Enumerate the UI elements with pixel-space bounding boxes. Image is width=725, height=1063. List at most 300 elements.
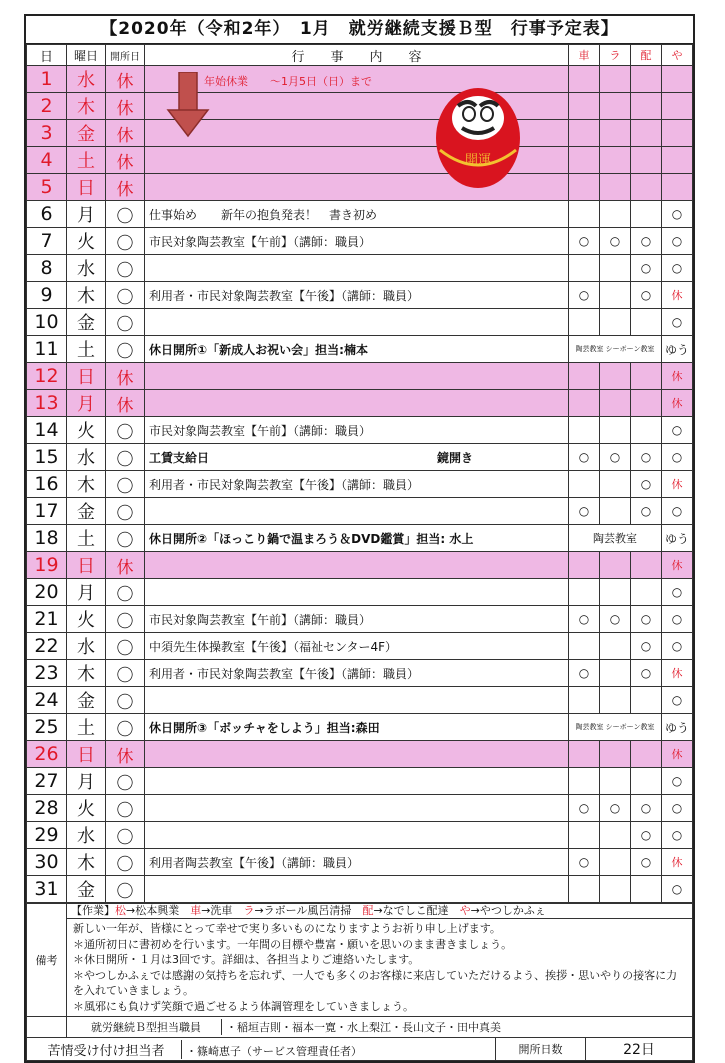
work-ra (600, 498, 631, 525)
day-number: 30 (27, 849, 67, 876)
calendar-row (27, 876, 693, 903)
legend-text: →洗車 (201, 904, 244, 917)
work-ra (600, 201, 631, 228)
day-number: 14 (27, 417, 67, 444)
work-car (569, 174, 600, 201)
calendar-row (27, 741, 693, 768)
work-car (569, 120, 600, 147)
open-status: 〇 (106, 282, 145, 309)
work-ra: ○ (600, 228, 631, 255)
open-status: 〇 (106, 822, 145, 849)
event-text (145, 687, 569, 714)
day-number: 18 (27, 525, 67, 552)
work-car (569, 66, 600, 93)
note-line: ＊休日開所・１月は3回です。詳細は、各担当よりご連絡いたします。 (73, 953, 420, 966)
complaint-name: ・篠崎恵子（サービス管理責任者） (186, 1044, 362, 1058)
open-status: 〇 (106, 255, 145, 282)
work-delivery: ○ (631, 471, 662, 498)
weekday: 金 (67, 498, 106, 525)
calendar-row (27, 687, 693, 714)
work-ya: 休 (662, 660, 693, 687)
event-text (145, 309, 569, 336)
weekday: 日 (67, 174, 106, 201)
work-car: ○ (569, 795, 600, 822)
calendar-row (27, 714, 693, 741)
open-status: 〇 (106, 444, 145, 471)
work-delivery: ○ (631, 660, 662, 687)
schedule-sheet (24, 14, 695, 1063)
legend-text: →やつしかふぇ (470, 904, 546, 917)
weekday: 金 (67, 687, 106, 714)
day-number: 17 (27, 498, 67, 525)
legend-key: ラ (243, 904, 255, 917)
work-ra (600, 66, 631, 93)
daruma-text: 開運 (464, 153, 492, 168)
legend-text: →松本興業 (126, 904, 191, 917)
day-number: 3 (27, 120, 67, 147)
legend-text: →なでしこ配達 (373, 904, 460, 917)
work-ra (600, 255, 631, 282)
work-ra (600, 390, 631, 417)
weekday: 日 (67, 363, 106, 390)
calendar-row (27, 822, 693, 849)
header-day: 日 (27, 45, 67, 66)
work-delivery (631, 363, 662, 390)
work-span: 陶芸教室 シーボーン教室 (569, 336, 662, 363)
open-status: 休 (106, 390, 145, 417)
event-text: 市民対象陶芸教室【午前】（講師：職員） (145, 606, 569, 633)
work-ra (600, 660, 631, 687)
weekday: 火 (67, 417, 106, 444)
weekday: 木 (67, 471, 106, 498)
open-status: 〇 (106, 714, 145, 741)
work-car (569, 741, 600, 768)
work-car (569, 876, 600, 903)
work-ya (662, 147, 693, 174)
day-number: 9 (27, 282, 67, 309)
weekday: 月 (67, 390, 106, 417)
open-days-value: 22日 (585, 1038, 692, 1061)
calendar-row (27, 120, 693, 147)
open-status: 〇 (106, 768, 145, 795)
work-delivery (631, 768, 662, 795)
work-ya: ○ (662, 444, 693, 471)
work-ra (600, 822, 631, 849)
weekday: 金 (67, 120, 106, 147)
day-number: 5 (27, 174, 67, 201)
work-car: ○ (569, 444, 600, 471)
weekday: 月 (67, 768, 106, 795)
open-status: 休 (106, 93, 145, 120)
calendar-row (27, 174, 693, 201)
event-text: 休日開所①「新成人お祝い会」担当:楠本 (145, 336, 569, 363)
work-ya: 休 (662, 390, 693, 417)
work-ra (600, 876, 631, 903)
calendar-row (27, 849, 693, 876)
day-number: 16 (27, 471, 67, 498)
event-text (145, 822, 569, 849)
event-text: 利用者・市民対象陶芸教室【午後】（講師：職員） (145, 471, 569, 498)
work-ra (600, 147, 631, 174)
event-text: 仕事始め 新年の抱負発表！ 書き初め (145, 201, 569, 228)
calendar-row (27, 795, 693, 822)
work-delivery: ○ (631, 498, 662, 525)
legend-key: 松 (115, 904, 126, 917)
weekday: 月 (67, 201, 106, 228)
work-car (569, 471, 600, 498)
note-line: ＊風邪にも負けず笑顔で過ごせるよう体調管理をしていきましょう。 (73, 999, 414, 1013)
open-status: 休 (106, 66, 145, 93)
work-ya: ○ (662, 822, 693, 849)
work-delivery: ○ (631, 606, 662, 633)
work-ra (600, 282, 631, 309)
day-number: 15 (27, 444, 67, 471)
event-text (145, 363, 569, 390)
daruma-icon (432, 80, 524, 190)
open-status: 〇 (106, 876, 145, 903)
complaint-row (27, 1038, 496, 1061)
calendar-row (27, 471, 693, 498)
work-car (569, 255, 600, 282)
work-delivery (631, 390, 662, 417)
work-ra (600, 768, 631, 795)
weekday: 金 (67, 876, 106, 903)
note-line: ＊通所初日に書初めを行います。一年間の目標や豊富・願いを思いのまま書きましょう。 (73, 937, 513, 951)
event-text: 利用者・市民対象陶芸教室【午後】（講師：職員） (145, 282, 569, 309)
day-number: 20 (27, 579, 67, 606)
weekday: 木 (67, 660, 106, 687)
legend-text: →ラボール風呂清掃 (254, 904, 363, 917)
work-car (569, 201, 600, 228)
work-ya: ○ (662, 633, 693, 660)
work-delivery (631, 66, 662, 93)
weekday: 水 (67, 66, 106, 93)
open-status: 休 (106, 741, 145, 768)
day-number: 8 (27, 255, 67, 282)
day-number: 19 (27, 552, 67, 579)
work-delivery (631, 93, 662, 120)
day-number: 1 (27, 66, 67, 93)
weekday: 水 (67, 822, 106, 849)
work-delivery (631, 147, 662, 174)
work-car (569, 417, 600, 444)
open-status: 休 (106, 174, 145, 201)
work-ra: ○ (600, 606, 631, 633)
weekday: 日 (67, 552, 106, 579)
day-number: 23 (27, 660, 67, 687)
work-car: ○ (569, 606, 600, 633)
event-text: 利用者・市民対象陶芸教室【午後】（講師：職員） (145, 660, 569, 687)
open-status: 〇 (106, 579, 145, 606)
event-text: 利用者陶芸教室【午後】（講師：職員） (145, 849, 569, 876)
weekday: 土 (67, 336, 106, 363)
event-text: 市民対象陶芸教室【午前】（講師：職員） (145, 417, 569, 444)
event-text (145, 768, 569, 795)
calendar-row (27, 282, 693, 309)
day-number: 22 (27, 633, 67, 660)
calendar-row (27, 498, 693, 525)
work-ya: ○ (662, 876, 693, 903)
weekday: 木 (67, 849, 106, 876)
work-ya (662, 174, 693, 201)
work-car: ○ (569, 849, 600, 876)
day-number: 2 (27, 93, 67, 120)
work-ya: ○ (662, 228, 693, 255)
work-ya: 休 (662, 849, 693, 876)
day-number: 25 (27, 714, 67, 741)
work-ya (662, 93, 693, 120)
event-text: 休日開所③「ボッチャをしよう」担当:森田 (145, 714, 569, 741)
work-ra (600, 471, 631, 498)
weekday: 水 (67, 444, 106, 471)
work-delivery (631, 120, 662, 147)
work-ya: ○ (662, 255, 693, 282)
work-ya: ゆう (662, 336, 693, 363)
calendar-row (27, 363, 693, 390)
day-number: 29 (27, 822, 67, 849)
work-delivery (631, 417, 662, 444)
open-status: 〇 (106, 471, 145, 498)
work-ya: 休 (662, 741, 693, 768)
open-status: 休 (106, 120, 145, 147)
work-car (569, 93, 600, 120)
staff-label: 就労継続Ｂ型担当職員 (71, 1019, 222, 1035)
event-text (145, 255, 569, 282)
work-car (569, 363, 600, 390)
day-number: 28 (27, 795, 67, 822)
work-delivery (631, 579, 662, 606)
work-ya: ○ (662, 687, 693, 714)
calendar-row (27, 633, 693, 660)
work-car: ○ (569, 498, 600, 525)
weekday: 水 (67, 633, 106, 660)
open-status: 〇 (106, 336, 145, 363)
work-ra (600, 849, 631, 876)
staff-names: ・稲垣吉則・福本一寛・水上梨江・長山文子・田中真美 (226, 1021, 501, 1034)
header-car: 車 (569, 45, 600, 66)
day-number: 11 (27, 336, 67, 363)
open-status: 〇 (106, 498, 145, 525)
work-delivery: ○ (631, 282, 662, 309)
calendar-row (27, 228, 693, 255)
weekday: 木 (67, 282, 106, 309)
event-text: 工賃支給日 鏡開き (145, 444, 569, 471)
weekday: 水 (67, 255, 106, 282)
work-delivery: ○ (631, 822, 662, 849)
open-status: 〇 (106, 660, 145, 687)
event-text (145, 498, 569, 525)
work-delivery (631, 687, 662, 714)
work-ra (600, 174, 631, 201)
work-ya: ○ (662, 498, 693, 525)
work-car: ○ (569, 228, 600, 255)
event-text: 中須先生体操教室【午後】（福祉センター4F） (145, 633, 569, 660)
day-number: 24 (27, 687, 67, 714)
remarks-label: 備考 (27, 904, 67, 1017)
work-legend (67, 904, 693, 919)
calendar-row (27, 552, 693, 579)
work-car (569, 552, 600, 579)
work-ra (600, 93, 631, 120)
event-text (145, 579, 569, 606)
work-car (569, 309, 600, 336)
weekday: 土 (67, 147, 106, 174)
work-ya: 休 (662, 363, 693, 390)
work-ra (600, 363, 631, 390)
header-ya: や (662, 45, 693, 66)
open-status: 〇 (106, 201, 145, 228)
staff-row (67, 1017, 693, 1038)
work-car (569, 822, 600, 849)
work-span: 陶芸教室 シーボーン教室 (569, 714, 662, 741)
work-ya: ○ (662, 201, 693, 228)
work-ra (600, 552, 631, 579)
event-text (145, 795, 569, 822)
weekday: 土 (67, 525, 106, 552)
event-text (145, 390, 569, 417)
work-delivery: ○ (631, 444, 662, 471)
event-text: 市民対象陶芸教室【午前】（講師：職員） (145, 228, 569, 255)
open-status: 〇 (106, 795, 145, 822)
calendar-row (27, 309, 693, 336)
work-delivery (631, 174, 662, 201)
legend-key: や (459, 904, 471, 917)
legend-key: 車 (190, 904, 202, 917)
weekday: 月 (67, 579, 106, 606)
header-delivery: 配 (631, 45, 662, 66)
work-delivery: ○ (631, 849, 662, 876)
open-status: 休 (106, 552, 145, 579)
work-delivery: ○ (631, 255, 662, 282)
work-ra (600, 741, 631, 768)
work-car (569, 687, 600, 714)
work-delivery (631, 309, 662, 336)
holiday-note: 年始休業 ～1月5日（日）まで (204, 75, 372, 88)
open-status: 休 (106, 363, 145, 390)
calendar-row (27, 525, 693, 552)
legend-prefix: 【作業】 (71, 904, 115, 917)
work-ra (600, 120, 631, 147)
calendar-row (27, 660, 693, 687)
event-text: 休日開所②「ほっこり鍋で温まろう＆DVD鑑賞」担当: 水上 (145, 525, 569, 552)
work-delivery (631, 741, 662, 768)
work-delivery (631, 552, 662, 579)
calendar-row (27, 255, 693, 282)
work-ya: ○ (662, 309, 693, 336)
work-delivery: ○ (631, 228, 662, 255)
work-delivery: ○ (631, 633, 662, 660)
weekday: 火 (67, 795, 106, 822)
work-car (569, 768, 600, 795)
weekday: 火 (67, 228, 106, 255)
complaint-label: 苦情受け付け担当者 (31, 1040, 182, 1059)
day-number: 13 (27, 390, 67, 417)
down-arrow-icon (166, 72, 210, 138)
work-ra (600, 579, 631, 606)
work-ya: ○ (662, 606, 693, 633)
work-delivery: ○ (631, 795, 662, 822)
page-title: 【2020年（令和2年） 1月 就労継続支援Ｂ型 行事予定表】 (26, 16, 693, 44)
calendar-table (26, 44, 693, 903)
open-status: 〇 (106, 687, 145, 714)
weekday: 金 (67, 309, 106, 336)
open-status: 〇 (106, 309, 145, 336)
work-ra (600, 633, 631, 660)
open-days-label: 開所日数 (495, 1038, 585, 1061)
calendar-row (27, 444, 693, 471)
open-status: 休 (106, 147, 145, 174)
calendar-row (27, 93, 693, 120)
weekday: 土 (67, 714, 106, 741)
weekday: 火 (67, 606, 106, 633)
weekday: 日 (67, 741, 106, 768)
work-car (569, 633, 600, 660)
day-number: 26 (27, 741, 67, 768)
event-text (145, 552, 569, 579)
day-number: 7 (27, 228, 67, 255)
note-line: ＊やつしかふぇでは感謝の気持ちを忘れず、一人でも多くのお客様に来店していただけるよう、挨拶・思いやりの接客に力を入れていきましょう。 (73, 968, 678, 997)
open-status: 〇 (106, 228, 145, 255)
work-delivery (631, 201, 662, 228)
work-ya (662, 66, 693, 93)
header-ra: ラ (600, 45, 631, 66)
work-ya: ○ (662, 795, 693, 822)
open-status: 〇 (106, 849, 145, 876)
work-ya: ゆう (662, 525, 693, 552)
work-ya: ○ (662, 417, 693, 444)
work-ra: ○ (600, 444, 631, 471)
work-ya: 休 (662, 471, 693, 498)
calendar-row (27, 579, 693, 606)
calendar-row (27, 417, 693, 444)
calendar-row (27, 768, 693, 795)
work-car (569, 390, 600, 417)
open-status: 〇 (106, 417, 145, 444)
day-number: 12 (27, 363, 67, 390)
calendar-row (27, 336, 693, 363)
work-ya: ゆう (662, 714, 693, 741)
work-car (569, 579, 600, 606)
work-ya: 休 (662, 282, 693, 309)
day-number: 10 (27, 309, 67, 336)
work-ya: 休 (662, 552, 693, 579)
work-ra (600, 687, 631, 714)
event-text (145, 876, 569, 903)
day-number: 31 (27, 876, 67, 903)
day-number: 4 (27, 147, 67, 174)
header-event: 行 事 内 容 (145, 45, 569, 66)
event-text (145, 741, 569, 768)
work-ya (662, 120, 693, 147)
day-number: 6 (27, 201, 67, 228)
calendar-row (27, 147, 693, 174)
header-row (27, 45, 693, 66)
open-status: 〇 (106, 633, 145, 660)
work-ya: ○ (662, 768, 693, 795)
work-car: ○ (569, 282, 600, 309)
calendar-row (27, 606, 693, 633)
work-ya: ○ (662, 579, 693, 606)
work-delivery (631, 876, 662, 903)
work-span: 陶芸教室 (569, 525, 662, 552)
work-car (569, 147, 600, 174)
legend-key: 配 (362, 904, 374, 917)
work-ra: ○ (600, 795, 631, 822)
calendar-row (27, 201, 693, 228)
footer-table (26, 903, 693, 1061)
open-status: 〇 (106, 606, 145, 633)
header-weekday: 曜日 (67, 45, 106, 66)
